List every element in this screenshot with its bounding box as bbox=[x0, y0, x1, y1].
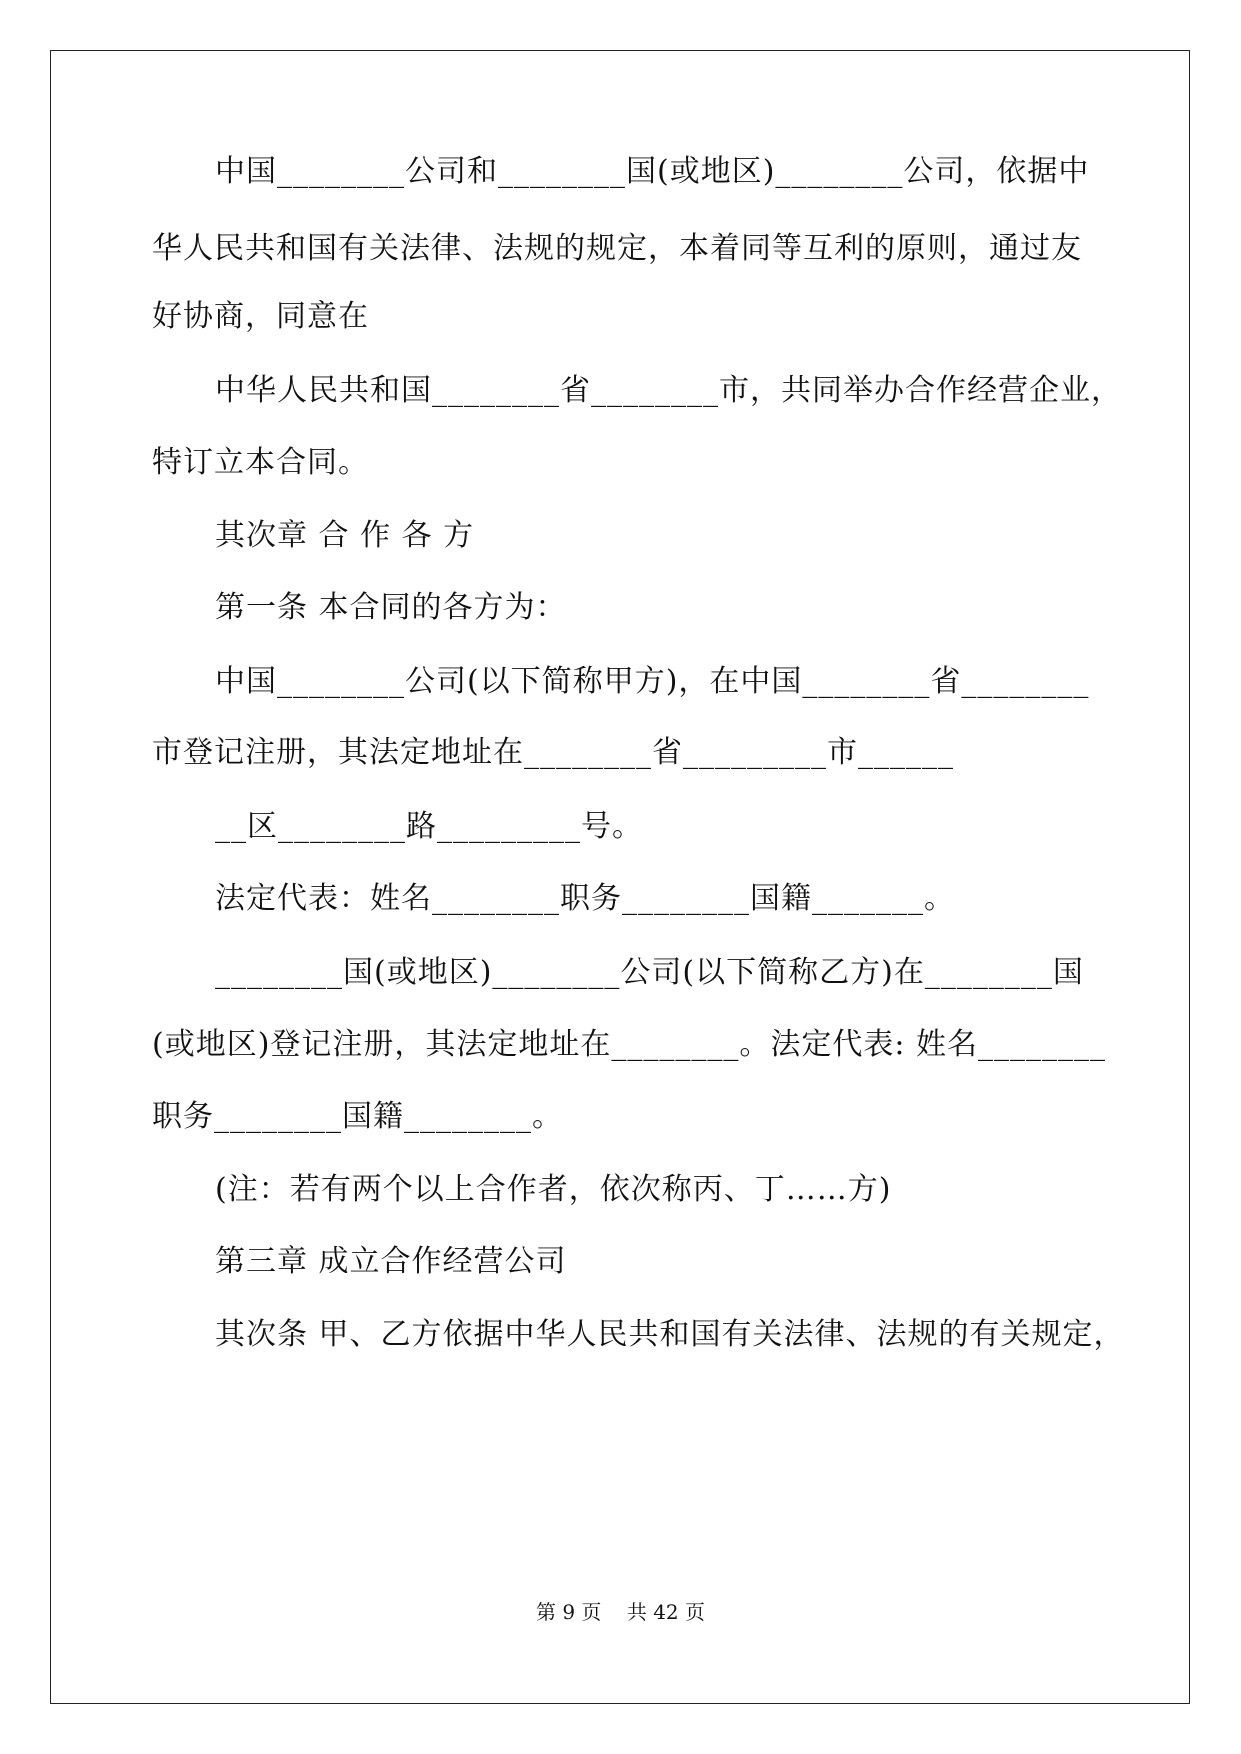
body-line: (或地区)登记注册，其法定地址在________。法定代表: 姓名________ bbox=[152, 1027, 1107, 1062]
body-line: 中华人民共和国________省________市，共同举办合作经营企业， bbox=[215, 373, 1122, 408]
article-heading: 第一条 本合同的各方为： bbox=[215, 590, 567, 625]
body-line: 中国________公司(以下简称甲方)，在中国________省________ bbox=[215, 664, 1090, 699]
body-line: 中国________公司和________国(或地区)________公司，依据中 bbox=[215, 154, 1090, 189]
body-line: 市登记注册，其法定地址在________省_________市______ bbox=[152, 735, 954, 770]
body-line: 职务________国籍________。 bbox=[152, 1099, 563, 1134]
chapter-heading: 其次章 合 作 各 方 bbox=[215, 518, 475, 553]
note-line: (注：若有两个以上合作者，依次称丙、丁……方) bbox=[215, 1172, 892, 1207]
body-line: ________国(或地区)________公司(以下简称乙方)在________国 bbox=[215, 955, 1084, 990]
body-line: 华人民共和国有关法律、法规的规定，本着同等互利的原则，通过友 bbox=[152, 231, 1082, 266]
body-line: 其次条 甲、乙方依据中华人民共和国有关法律、法规的有关规定， bbox=[215, 1317, 1125, 1352]
body-line: 好协商，同意在 bbox=[152, 299, 369, 334]
body-line: __区________路_________号。 bbox=[215, 809, 643, 844]
body-line: 法定代表：姓名________职务________国籍_______。 bbox=[215, 881, 955, 916]
page-number-footer: 第 9 页 共 42 页 bbox=[535, 1600, 706, 1624]
body-line: 特订立本合同。 bbox=[152, 445, 369, 480]
chapter-heading: 第三章 成立合作经营公司 bbox=[215, 1244, 567, 1279]
